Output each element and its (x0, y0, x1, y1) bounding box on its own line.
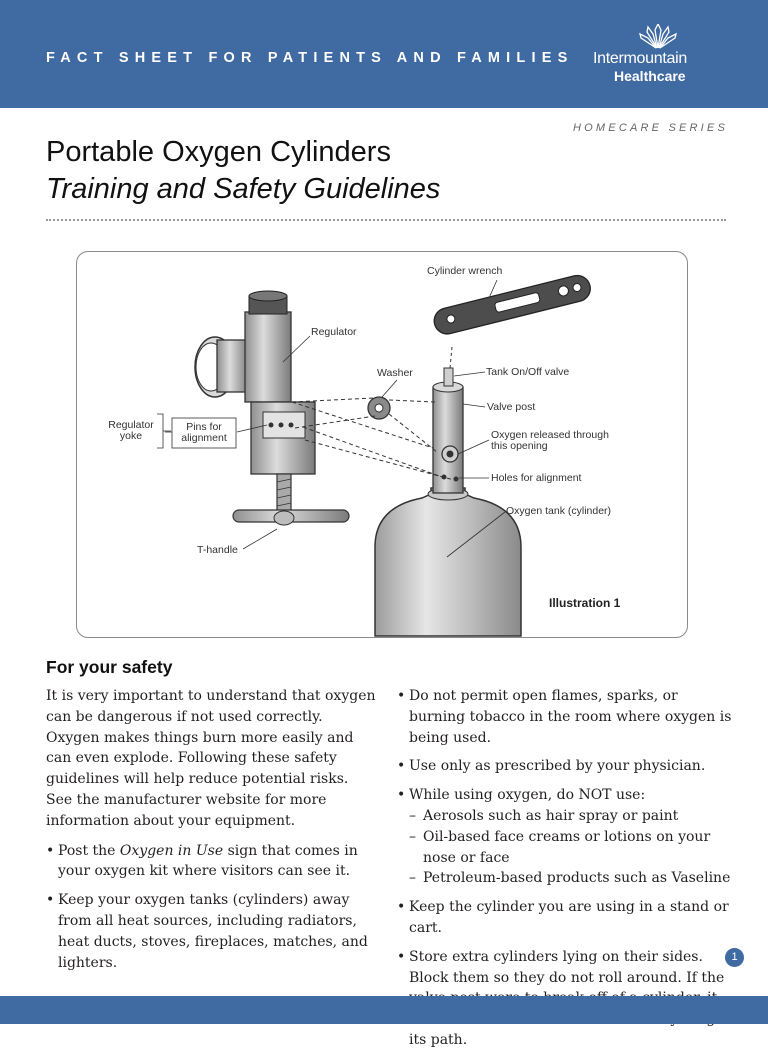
footer-bar (0, 996, 768, 1024)
label-regulator-yoke (106, 420, 156, 442)
sub-item-text: Petroleum-based products such as Vaseline (423, 870, 731, 887)
header-banner (0, 0, 768, 108)
label-tank-valve: Tank On/Off valve (486, 366, 570, 378)
illustration-caption: Illustration 1 (549, 596, 621, 610)
fact-sheet-heading: FACT SHEET FOR PATIENTS AND FAMILIES (46, 50, 574, 66)
label-pins-line2: alignment (181, 432, 227, 444)
dash-marker: – (409, 828, 416, 845)
label-pins (174, 422, 234, 444)
list-item (46, 841, 376, 883)
sub-list-item (397, 868, 737, 889)
label-t-handle: T-handle (197, 544, 238, 556)
bullet-marker: • (397, 688, 406, 704)
label-cylinder-wrench: Cylinder wrench (427, 265, 503, 277)
label-oxygen-tank: Oxygen tank (cylinder) (506, 505, 612, 517)
list-item (397, 686, 737, 748)
sub-list-item (397, 806, 737, 827)
bullet-text: Keep the cylinder you are using in a stand or cart. (409, 899, 729, 936)
bullet-marker: • (46, 892, 55, 909)
label-washer: Washer (377, 367, 413, 379)
bullet-text: Keep your oxygen tanks (cylinders) away from all heat sources, including radiators, heat ducts, stoves, fireplaces, matches, and lighters. (58, 892, 368, 971)
sub-list (397, 806, 737, 889)
label-regulator-yoke-line2: yoke (119, 430, 143, 442)
page-title: Portable Oxygen Cylinders (46, 136, 391, 168)
bullet-text: While using oxygen, do NOT use: (409, 787, 646, 804)
bullet-marker: • (397, 899, 406, 916)
sub-item-text: Oil-based face creams or lotions on your nose or face (423, 828, 711, 866)
sub-list-item (397, 827, 737, 869)
section-heading: For your safety (46, 657, 173, 677)
bullet-marker: • (46, 842, 55, 859)
bullet-marker: • (397, 948, 406, 965)
list-item (397, 756, 737, 777)
series-label: HOMECARE SERIES (573, 122, 728, 134)
page-subtitle: Training and Safety Guidelines (46, 173, 441, 205)
label-oxygen-released-line1: Oxygen released through (491, 429, 609, 441)
dash-marker: – (409, 870, 416, 887)
page-number-badge: 1 (725, 948, 744, 967)
valve-post-shape (433, 387, 463, 493)
label-pins-line1: Pins for (186, 421, 222, 433)
label-oxygen-released (491, 430, 609, 452)
oxygen-tank-shape (375, 488, 521, 636)
list-item (46, 890, 376, 973)
label-regulator-yoke-line1: Regulator (108, 419, 154, 431)
bullet-text: Use only as prescribed by your physician. (409, 758, 706, 775)
bullet-text: Post the (58, 842, 120, 859)
bullet-text: sign that comes in your oxygen kit where visitors can see it. (58, 842, 358, 880)
label-regulator: Regulator (311, 326, 357, 338)
label-valve-post: Valve post (487, 401, 536, 413)
leaf-logo-icon (638, 24, 678, 50)
label-oxygen-released-line2: this opening (491, 440, 548, 452)
dash-marker: – (409, 807, 416, 824)
sign-name: Oxygen in Use (119, 842, 224, 859)
bullet-marker: • (397, 758, 406, 775)
bullet-marker: • (397, 787, 406, 804)
brand-subname: Healthcare (614, 68, 686, 84)
bullet-text: Store extra cylinders lying on their sides. Block them so they do not roll around. If the its path. (409, 948, 725, 1048)
list-item (397, 897, 737, 939)
brand-name: Intermountain (593, 50, 687, 67)
list-item (397, 785, 737, 806)
wrench-shape (431, 273, 593, 337)
illustration-frame (76, 251, 688, 638)
label-holes: Holes for alignment (491, 472, 582, 484)
intro-paragraph: It is very important to understand that oxygen can be dangerous if not used correctly. Oxygen makes things burn more easily and can even explode. Following these safety guidelines will help reduce potential risks. See the manufacturer website for more information about your equipment. (46, 688, 376, 829)
dotted-divider (46, 219, 726, 221)
bullet-text: Do not permit open flames, sparks, or burning tobacco in the room where oxygen is being used. (409, 688, 732, 746)
intermountain-logo (590, 24, 730, 94)
sub-item-text: Aerosols such as hair spray or paint (423, 807, 679, 824)
safety-left-column (46, 686, 376, 981)
